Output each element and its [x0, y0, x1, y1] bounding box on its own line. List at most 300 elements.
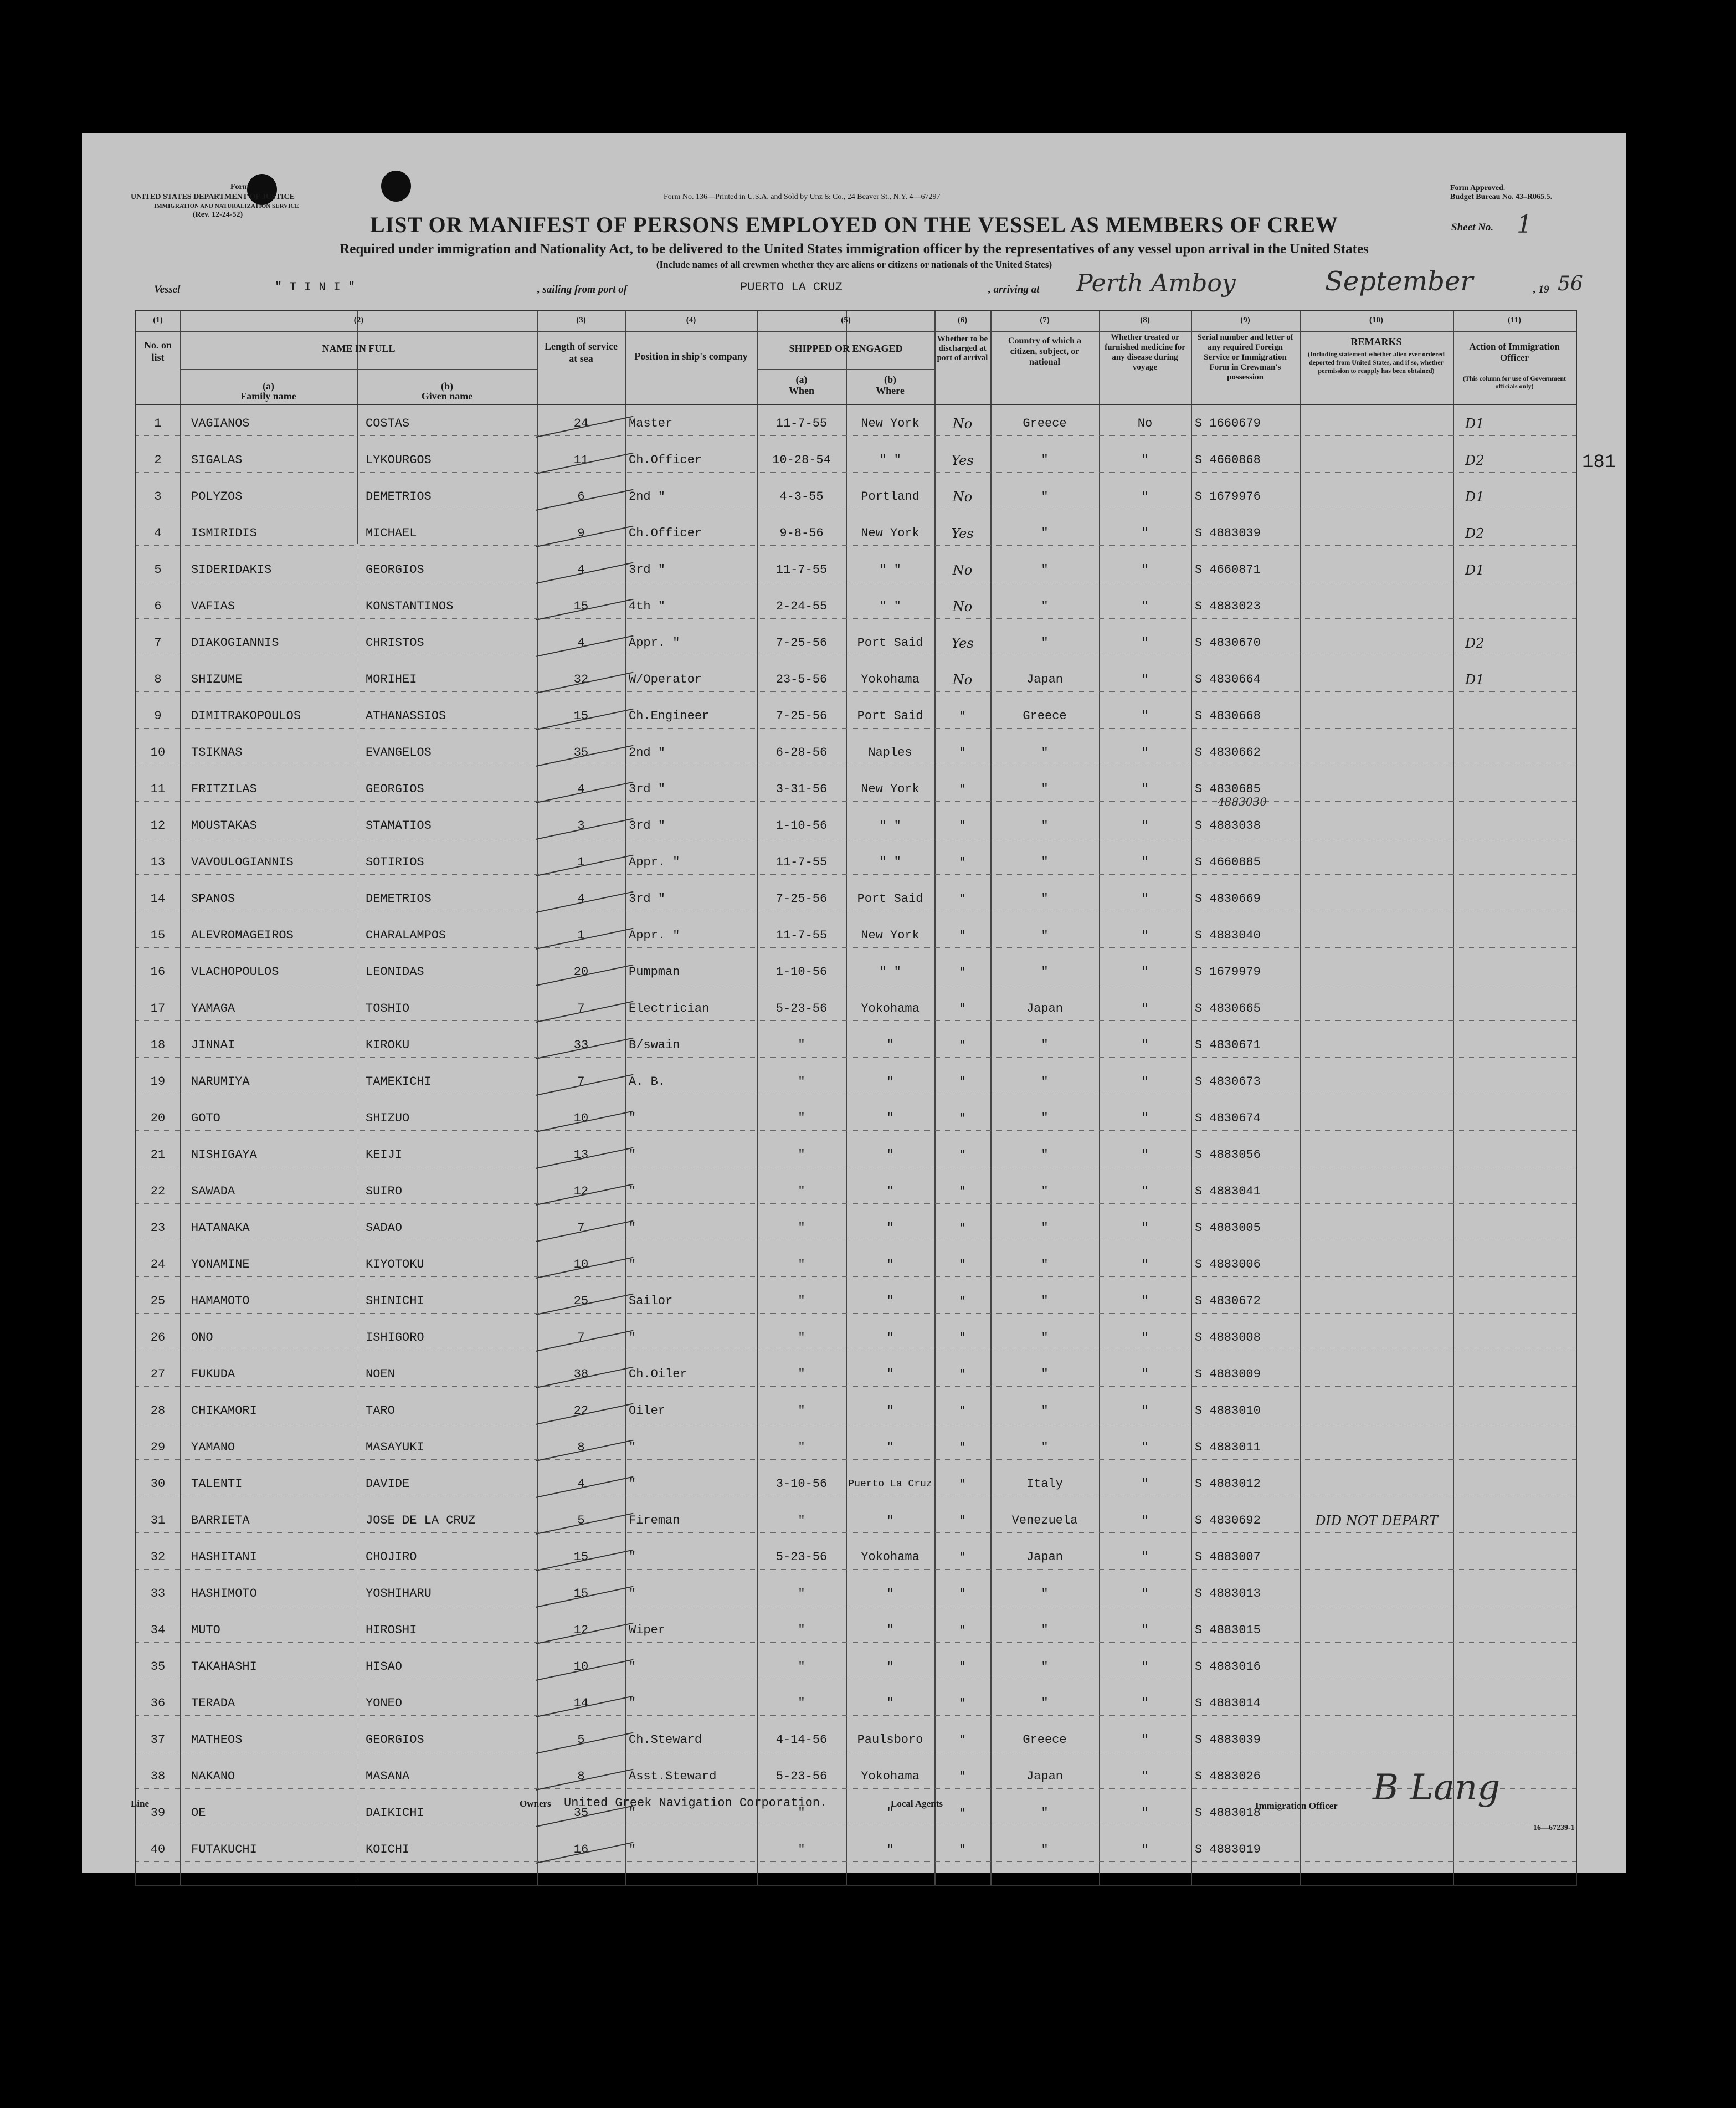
row-number: 12 [150, 819, 166, 833]
shipped-where: " [886, 1331, 894, 1345]
family-name: VAVOULOGIANNIS [191, 855, 294, 869]
remarks [1302, 1110, 1451, 1127]
action [1465, 1476, 1565, 1492]
footer-officer-label: Immigration Officer [1255, 1801, 1338, 1811]
country: " [1041, 1148, 1049, 1162]
family-name: TALENTI [191, 1477, 243, 1491]
shipped-where: " [886, 1696, 894, 1710]
country: Italy [1026, 1477, 1063, 1491]
shipped-when: 4-3-55 [779, 490, 824, 504]
row-number: 16 [150, 965, 166, 979]
shipped-where: " [886, 1514, 894, 1527]
discharged: " [959, 1001, 966, 1017]
medicine: " [1141, 1111, 1149, 1125]
service-length: 20 [573, 965, 589, 979]
remarks [1302, 1476, 1451, 1492]
country: " [1041, 1696, 1049, 1710]
family-name: SIDERIDAKIS [191, 563, 272, 577]
country: " [1041, 1623, 1049, 1637]
remarks [1302, 927, 1451, 944]
remarks [1302, 598, 1451, 615]
discharged: " [959, 1659, 966, 1675]
country: Greece [1023, 709, 1067, 723]
medicine: " [1141, 1221, 1149, 1235]
country: " [1041, 965, 1049, 979]
position: 3rd " [629, 819, 666, 833]
serial-number: S 4830671 [1195, 1038, 1261, 1052]
col-num: (11) [1507, 316, 1522, 325]
discharged: " [959, 1586, 966, 1602]
action: D1 [1465, 489, 1485, 505]
action [1465, 1110, 1565, 1127]
table-row [136, 809, 1576, 843]
action [1465, 745, 1565, 761]
serial-number: S 4830665 [1195, 1002, 1261, 1015]
family-name: NARUMIYA [191, 1075, 250, 1089]
given-name: HIROSHI [366, 1623, 417, 1637]
given-name: DAVIDE [366, 1477, 410, 1491]
table-row [136, 1613, 1576, 1647]
shipped-when: " [798, 1623, 805, 1637]
table-row [136, 772, 1576, 806]
serial-number: S 4830674 [1195, 1111, 1261, 1125]
country: " [1041, 1587, 1049, 1601]
shipped-where: " [886, 1367, 894, 1381]
position: " [629, 1587, 636, 1601]
shipped-when: 7-25-56 [775, 709, 828, 723]
serial-number: S 4660868 [1195, 453, 1261, 467]
discharged: " [959, 745, 966, 761]
family-name: MUTO [191, 1623, 220, 1637]
shipped-where: Portland [861, 490, 920, 504]
medicine: " [1141, 1148, 1149, 1162]
serial-number: S 1679979 [1195, 965, 1261, 979]
action [1465, 781, 1565, 798]
discharged: " [959, 1550, 966, 1565]
page-subnote: (Include names of all crewmen whether they are aliens or citizens or nationals of the United States) [656, 259, 1052, 270]
remarks [1302, 1330, 1451, 1346]
given-name: MORIHEI [366, 673, 417, 686]
family-name: DIAKOGIANNIS [191, 636, 279, 650]
action: D2 [1465, 453, 1485, 468]
country: " [1041, 1404, 1049, 1418]
medicine: " [1141, 453, 1149, 467]
serial-number: S 4830670 [1195, 636, 1261, 650]
given-name: TARO [366, 1404, 395, 1418]
shipped-where: Yokohama [861, 1770, 920, 1783]
remarks [1302, 1586, 1451, 1602]
row-number: 38 [150, 1770, 166, 1783]
shipped-when: " [798, 1660, 805, 1674]
given-name: CHRISTOS [366, 636, 424, 650]
serial-number: S 4883018 [1195, 1806, 1261, 1820]
row-number: 18 [150, 1038, 166, 1052]
shipped-when: " [798, 1184, 805, 1198]
position: Ch.Officer [629, 526, 702, 540]
position: Ch.Officer [629, 453, 702, 467]
medicine: " [1141, 1294, 1149, 1308]
remarks [1302, 1293, 1451, 1310]
table-row [136, 1504, 1576, 1537]
row-number: 27 [150, 1367, 166, 1381]
footer-line-label: Line [131, 1798, 150, 1809]
given-name: DEMETRIOS [366, 892, 432, 906]
serial-number: S 4883009 [1195, 1367, 1261, 1381]
header-when: When [788, 385, 814, 396]
country: " [1041, 1258, 1049, 1271]
family-name: TAKAHASHI [191, 1660, 257, 1674]
table-row [136, 882, 1576, 916]
shipped-when: " [798, 1404, 805, 1418]
medicine: " [1141, 855, 1149, 869]
row-number: 9 [154, 709, 162, 723]
row-number: 36 [150, 1696, 166, 1710]
family-name: DIMITRAKOPOULOS [191, 709, 301, 723]
service-length: 7 [577, 1075, 585, 1089]
position: Asst.Steward [629, 1770, 717, 1783]
country: " [1041, 1440, 1049, 1454]
medicine: " [1141, 965, 1149, 979]
serial-number: S 4883023 [1195, 599, 1261, 613]
serial-number: S 4883039 [1195, 1733, 1261, 1747]
family-name: VLACHOPOULOS [191, 965, 279, 979]
shipped-when: " [798, 1038, 805, 1052]
row-number: 10 [150, 746, 166, 760]
given-name: SADAO [366, 1221, 403, 1235]
position: Ch.Engineer [629, 709, 710, 723]
remarks [1302, 745, 1451, 761]
medicine: " [1141, 709, 1149, 723]
country: Japan [1026, 673, 1063, 686]
serial-number: S 4830668 [1195, 709, 1261, 723]
medicine: " [1141, 1184, 1149, 1198]
shipped-when: 5-23-56 [775, 1550, 828, 1564]
service-length: 4 [577, 1477, 585, 1491]
given-name: LYKOURGOS [366, 453, 432, 467]
table-row [136, 480, 1576, 514]
table-row [136, 626, 1576, 660]
action [1465, 1622, 1565, 1639]
table-row [136, 919, 1576, 952]
action [1465, 1220, 1565, 1237]
col-num: (5) [841, 316, 851, 325]
shipped-when: 2-24-55 [775, 599, 828, 613]
position: " [629, 1331, 636, 1345]
discharged: Yes [951, 526, 974, 541]
arrival-year: 56 [1558, 273, 1583, 295]
service-length: 7 [577, 1221, 585, 1235]
medicine: " [1141, 1696, 1149, 1710]
family-name: POLYZOS [191, 490, 243, 504]
row-number: 13 [150, 855, 166, 869]
shipped-when: " [798, 1075, 805, 1089]
col-num: (1) [153, 316, 163, 325]
table-row [136, 992, 1576, 1025]
discharged: " [959, 1220, 966, 1236]
shipped-when: 11-7-55 [775, 417, 828, 430]
remarks [1302, 854, 1451, 871]
action [1465, 1366, 1565, 1383]
header-no: No. on list [143, 340, 172, 363]
action [1465, 1074, 1565, 1090]
service-length: 11 [573, 453, 589, 467]
service-length: 5 [577, 1733, 585, 1747]
family-name: HASHIMOTO [191, 1587, 257, 1601]
given-name: GEORGIOS [366, 782, 424, 796]
position: B/swain [629, 1038, 680, 1052]
year-prefix: , 19 [1533, 284, 1549, 295]
shipped-where: Yokohama [861, 673, 920, 686]
shipped-where: Port Said [857, 636, 923, 650]
medicine: " [1141, 673, 1149, 686]
service-length: 10 [573, 1258, 589, 1271]
discharged: " [959, 1367, 966, 1382]
medicine: " [1141, 1331, 1149, 1345]
action [1465, 818, 1565, 834]
serial-number: S 4883056 [1195, 1148, 1261, 1162]
page-title: LIST OR MANIFEST OF PERSONS EMPLOYED ON THE VESSEL AS MEMBERS OF CREW [370, 212, 1338, 237]
serial-number: S 4830692 [1195, 1514, 1261, 1527]
serial-number: S 4883016 [1195, 1660, 1261, 1674]
medicine: " [1141, 1623, 1149, 1637]
medicine: " [1141, 1404, 1149, 1418]
shipped-where: Puerto La Cruz [848, 1479, 932, 1490]
shipped-when: " [798, 1294, 805, 1308]
position: Master [629, 417, 673, 430]
serial-number: S 4883041 [1195, 1184, 1261, 1198]
service-length: 16 [573, 1843, 589, 1856]
header-medicine: Whether treated or furnished medicine for any disease during voyage [1105, 333, 1185, 372]
family-name: TERADA [191, 1696, 235, 1710]
shipped-where: New York [861, 782, 920, 796]
serial-number: S 4883006 [1195, 1258, 1261, 1271]
table-row [136, 1796, 1576, 1830]
shipped-where: " [886, 1806, 894, 1820]
remarks [1302, 1037, 1451, 1054]
given-name: KIROKU [366, 1038, 410, 1052]
service-length: 10 [573, 1111, 589, 1125]
position: 2nd " [629, 490, 666, 504]
serial-number: S 4883039 [1195, 526, 1261, 540]
table-row [136, 1174, 1576, 1208]
family-name: SPANOS [191, 892, 235, 906]
shipped-where: " " [879, 819, 901, 833]
col-num: (4) [686, 316, 696, 325]
revision-line: (Rev. 12-24-52) [193, 211, 243, 219]
service-length: 12 [573, 1623, 589, 1637]
family-name: MOUSTAKAS [191, 819, 257, 833]
shipped-where: New York [861, 526, 920, 540]
shipped-when: 9-8-56 [779, 526, 824, 540]
shipped-when: " [798, 1843, 805, 1856]
action [1465, 1037, 1565, 1054]
given-name: SHIZUO [366, 1111, 410, 1125]
given-name: CHARALAMPOS [366, 929, 446, 942]
shipped-when: 23-5-56 [775, 673, 828, 686]
shipped-where: " [886, 1587, 894, 1601]
shipped-where: " [886, 1440, 894, 1454]
service-length: 7 [577, 1002, 585, 1015]
country: " [1041, 1660, 1049, 1674]
position: " [629, 1148, 636, 1162]
family-name: HASHITANI [191, 1550, 257, 1564]
department-line: UNITED STATES DEPARTMENT OF JUSTICE [131, 193, 295, 201]
position: Oiler [629, 1404, 666, 1418]
shipped-when: 4-14-56 [775, 1733, 828, 1747]
service-length: 4 [577, 782, 585, 796]
service-length: 7 [577, 1331, 585, 1345]
family-name: YAMAGA [191, 1002, 235, 1015]
serial-number: S 4883015 [1195, 1623, 1261, 1637]
medicine: " [1141, 746, 1149, 760]
discharged: " [959, 1147, 966, 1163]
table-row [136, 663, 1576, 696]
shipped-when: " [798, 1111, 805, 1125]
shipped-when: 5-23-56 [775, 1770, 828, 1783]
service-length: 8 [577, 1770, 585, 1783]
sailing-port: PUERTO LA CRUZ [740, 280, 843, 294]
given-name: CHOJIRO [366, 1550, 417, 1564]
given-name: HISAO [366, 1660, 403, 1674]
discharged: No [952, 672, 973, 688]
given-name: KEIJI [366, 1148, 403, 1162]
serial-number: S 4660885 [1195, 855, 1261, 869]
header-country: Country of which a citizen, subject, or national [1008, 336, 1081, 367]
position: Sailor [629, 1294, 673, 1308]
country: Japan [1026, 1770, 1063, 1783]
discharged: " [959, 1440, 966, 1455]
position: " [629, 1184, 636, 1198]
row-number: 21 [150, 1148, 166, 1162]
position: Appr. " [629, 855, 680, 869]
serial-number: S 4830673 [1195, 1075, 1261, 1089]
shipped-where: " [886, 1258, 894, 1271]
country: Greece [1023, 1733, 1067, 1747]
country: " [1041, 819, 1049, 833]
table-row [136, 1723, 1576, 1757]
remarks [1302, 671, 1451, 688]
position: Electrician [629, 1002, 710, 1015]
page-subtitle: Required under immigration and Nationality Act, to be delivered to the United States immigration officer by the representatives of any vessel upon arrival in the United States [340, 242, 1369, 257]
position: Appr. " [629, 636, 680, 650]
header-remarks: REMARKS [1350, 336, 1402, 347]
position: " [629, 1111, 636, 1125]
family-name: MATHEOS [191, 1733, 243, 1747]
discharged: " [959, 1806, 966, 1821]
position: Wiper [629, 1623, 666, 1637]
discharged: " [959, 1513, 966, 1529]
header-given: Given name [421, 391, 473, 402]
col-num: (7) [1040, 316, 1050, 325]
discharged: " [959, 1038, 966, 1053]
family-name: OE [191, 1806, 206, 1820]
serial-overwrite: 4883030 [1218, 795, 1267, 808]
col-num: (3) [576, 316, 586, 325]
service-length: 5 [577, 1514, 585, 1527]
family-name: HATANAKA [191, 1221, 250, 1235]
remarks [1302, 1549, 1451, 1566]
position: A. B. [629, 1075, 666, 1089]
remarks [1302, 1183, 1451, 1200]
medicine: " [1141, 1843, 1149, 1856]
row-number: 5 [154, 563, 162, 577]
table-row [136, 1833, 1576, 1866]
medicine: " [1141, 1550, 1149, 1564]
shipped-when: " [798, 1440, 805, 1454]
given-name: TAMEKICHI [366, 1075, 432, 1089]
service-length: 15 [573, 1550, 589, 1564]
medicine: " [1141, 1477, 1149, 1491]
shipped-where: " " [879, 453, 901, 467]
table-row [136, 407, 1576, 440]
remarks [1302, 1622, 1451, 1639]
medicine: " [1141, 1514, 1149, 1527]
serial-number: S 1679976 [1195, 490, 1261, 504]
discharged: Yes [951, 453, 974, 468]
shipped-where: Yokohama [861, 1002, 920, 1015]
position: " [629, 1221, 636, 1235]
shipped-where: New York [861, 929, 920, 942]
remarks [1302, 1732, 1451, 1748]
position: " [629, 1477, 636, 1491]
given-name: KONSTANTINOS [366, 599, 454, 613]
shipped-where: " " [879, 855, 901, 869]
table-row [136, 699, 1576, 733]
footer-agents-label: Local Agents [891, 1798, 943, 1809]
service-line: IMMIGRATION AND NATURALIZATION SERVICE [154, 203, 299, 209]
service-length: 15 [573, 1587, 589, 1601]
serial-number: S 1660679 [1195, 417, 1261, 430]
arriving-port: Perth Amboy [1076, 269, 1236, 298]
service-length: 14 [573, 1696, 589, 1710]
remarks [1302, 891, 1451, 907]
table-row [136, 1357, 1576, 1391]
shipped-when: 11-7-55 [775, 929, 828, 942]
action [1465, 1256, 1565, 1273]
given-name: YOSHIHARU [366, 1587, 432, 1601]
remarks [1302, 1001, 1451, 1017]
position: Ch.Oiler [629, 1367, 687, 1381]
position: " [629, 1696, 636, 1710]
position: Pumpman [629, 965, 680, 979]
discharged: " [959, 1074, 966, 1090]
shipped-where: Port Said [857, 709, 923, 723]
action [1465, 964, 1565, 981]
discharged: No [952, 416, 973, 432]
discharged: " [959, 1732, 966, 1748]
table-row [136, 736, 1576, 770]
header-name: NAME IN FULL [322, 343, 396, 354]
service-length: 12 [573, 1184, 589, 1198]
remarks [1302, 1403, 1451, 1419]
footer-owners-label: Owners [520, 1798, 551, 1809]
row-number: 1 [154, 417, 162, 430]
table-row [136, 1394, 1576, 1428]
given-name: EVANGELOS [366, 746, 432, 760]
table-row [136, 1760, 1576, 1793]
remarks: DID NOT DEPART [1315, 1513, 1438, 1529]
discharged: " [959, 1842, 966, 1858]
position: " [629, 1258, 636, 1271]
officer-signature: B Lang [1373, 1767, 1501, 1808]
country: " [1041, 929, 1049, 942]
shipped-where: " [886, 1404, 894, 1418]
header-length: Length of service at sea [545, 341, 618, 364]
medicine: " [1141, 1440, 1149, 1454]
header-discharged: Whether to be discharged at port of arrival [937, 335, 988, 362]
given-name: ATHANASSIOS [366, 709, 446, 723]
serial-number: S 4883014 [1195, 1696, 1261, 1710]
